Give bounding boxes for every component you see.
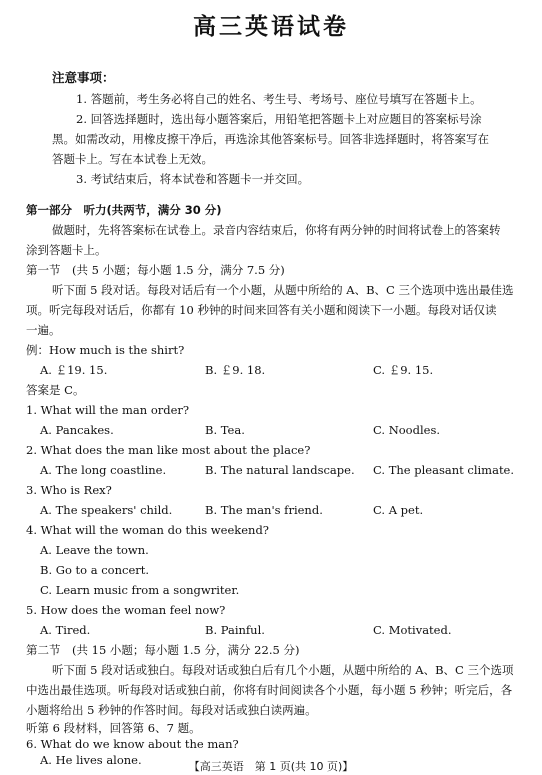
- q1-option-a: A. Pancakes.: [40, 423, 114, 437]
- question-2-options: [0, 462, 542, 478]
- section1-heading: 第一节 (共 5 小题；每小题 1.5 分，满分 7.5 分): [26, 263, 285, 277]
- question-3-options: [0, 502, 542, 518]
- part1-heading: 第一部分 听力(共两节，满分 30 分): [26, 203, 222, 217]
- note-line-2a: 2. 回答选择题时，选出每小题答案后，用铅笔把答题卡上对应题目的答案标号涂: [76, 112, 482, 126]
- example-option-c: C. ￡9. 15.: [373, 363, 434, 377]
- section1-intro-c: 一遍。: [26, 323, 61, 337]
- part1-intro-a: 做题时，先将答案标在试卷上。录音内容结束后，你将有两分钟的时间将试卷上的答案转: [52, 223, 501, 237]
- q4-option-b: B. Go to a concert.: [40, 563, 150, 577]
- q3-option-c: C. A pet.: [373, 503, 424, 517]
- example-option-b: B. ￡9. 18.: [205, 363, 266, 377]
- section2-heading: 第二节 (共 15 小题；每小题 1.5 分，满分 22.5 分): [26, 643, 300, 657]
- notes-heading: 注意事项：: [52, 70, 115, 85]
- q2-option-a: A. The long coastline.: [40, 463, 167, 477]
- note-line-3: 3. 考试结束后，将本试卷和答题卡一并交回。: [76, 172, 310, 186]
- note-line-2b: 黑。如需改动，用橡皮擦干净后，再选涂其他答案标号。回答非选择题时，将答案写在: [52, 132, 489, 146]
- example-option-a: A. ￡19. 15.: [40, 363, 108, 377]
- part1-intro-b: 涂到答题卡上。: [26, 243, 107, 257]
- example-options: [0, 362, 542, 378]
- q1-option-b: B. Tea.: [205, 423, 245, 437]
- page-title: 高三英语试卷: [193, 14, 349, 40]
- question-2: 2. What does the man like most about the place?: [26, 443, 311, 457]
- q3-option-a: A. The speakers' child.: [40, 503, 173, 517]
- question-4: 4. What will the woman do this weekend?: [26, 523, 269, 537]
- section2-intro-b: 中选出最佳选项。听每段对话或独白前，你将有时间阅读各个小题，每小题 5 秒钟；听完后，各: [26, 683, 513, 697]
- question-5: 5. How does the woman feel now?: [26, 603, 226, 617]
- page-footer: 【高三英语 第 1 页(共 10 页)】: [188, 760, 354, 773]
- note-line-1: 1. 答题前，考生务必将自己的姓名、考生号、考场号、座位号填写在答题卡上。: [76, 92, 482, 106]
- q2-option-b: B. The natural landscape.: [205, 463, 355, 477]
- section1-intro-a: 听下面 5 段对话。每段对话后有一个小题，从题中所给的 A、B、C 三个选项中选出最佳选: [52, 283, 514, 297]
- example-question: 例：How much is the shirt?: [26, 343, 185, 357]
- question-3: 3. Who is Rex?: [26, 483, 112, 497]
- q5-option-c: C. Motivated.: [373, 623, 452, 637]
- section1-intro-b: 项。听完每段对话后，你都有 10 秒钟的时间来回答有关小题和阅读下一小题。每段对话仅读: [26, 303, 497, 317]
- question-1-options: [0, 422, 542, 438]
- section2-intro-c: 小题将给出 5 秒钟的作答时间。每段对话或独白读两遍。: [26, 703, 317, 717]
- question-5-options: [0, 622, 542, 638]
- q5-option-a: A. Tired.: [40, 623, 91, 637]
- q2-option-c: C. The pleasant climate.: [373, 463, 515, 477]
- note-line-2c: 答题卡上。写在本试卷上无效。: [52, 152, 213, 166]
- q5-option-b: B. Painful.: [205, 623, 265, 637]
- q6-option-a: A. He lives alone.: [40, 753, 142, 767]
- q4-option-c: C. Learn music from a songwriter.: [40, 583, 240, 597]
- question-6: 6. What do we know about the man?: [26, 737, 239, 751]
- section2-material: 听第 6 段材料，回答第 6、7 题。: [26, 721, 201, 735]
- section2-intro-a: 听下面 5 段对话或独白。每段对话或独白后有几个小题，从题中所给的 A、B、C 三个选项: [52, 663, 514, 677]
- example-answer: 答案是 C。: [26, 383, 85, 397]
- q1-option-c: C. Noodles.: [373, 423, 441, 437]
- q4-option-a: A. Leave the town.: [40, 543, 149, 557]
- question-1: 1. What will the man order?: [26, 403, 190, 417]
- q3-option-b: B. The man's friend.: [205, 503, 323, 517]
